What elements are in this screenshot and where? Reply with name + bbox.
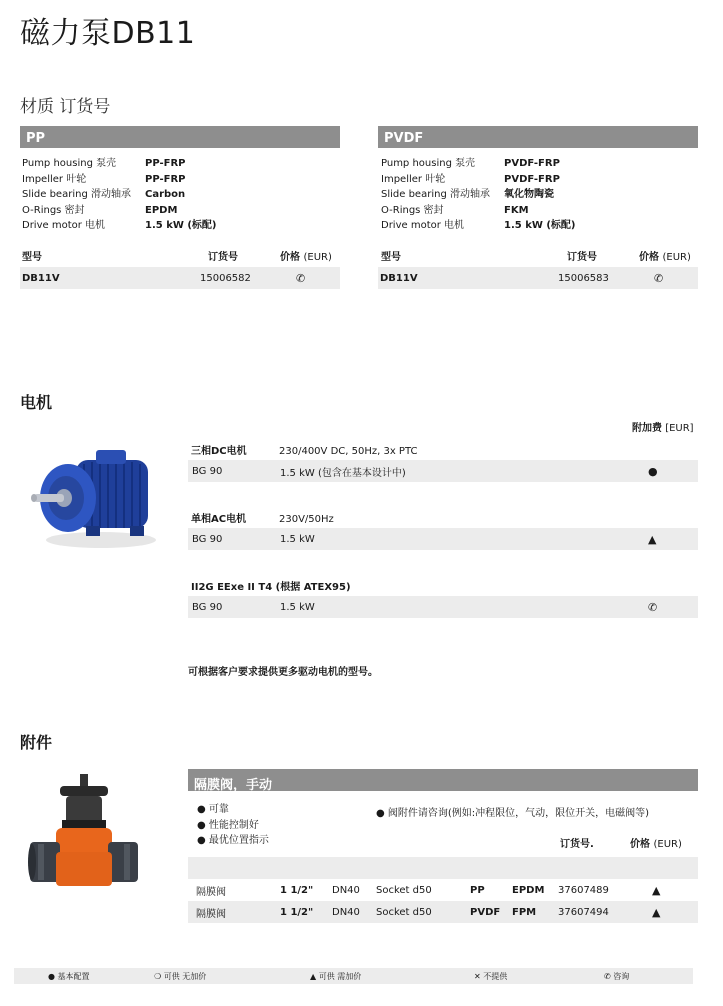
page-subtitle: 材质 订货号: [20, 97, 111, 117]
triangle-icon: ▲: [652, 883, 661, 897]
motor-group-spec: 230/400V DC, 50Hz, 3x PTC: [279, 446, 418, 457]
pp-header-bar: PP: [20, 126, 340, 148]
valve-table-header: [560, 832, 682, 852]
col-order: 订货号: [208, 251, 238, 263]
pvdf-header-bar: PVDF: [378, 126, 698, 148]
spec-label: Pump housing 泵壳: [381, 158, 476, 169]
motor-note: 可根据客户要求提供更多驱动电机的型号。: [188, 667, 378, 678]
col-price: 价格 (EUR): [630, 838, 682, 850]
spec-value: Carbon: [145, 189, 186, 200]
motor-group-three-phase: [191, 442, 417, 457]
surcharge-label: 附加费 [EUR]: [632, 423, 694, 434]
pvdf-spec-row: [381, 172, 701, 188]
pvdf-table-row: [378, 267, 698, 289]
spec-label: Pump housing 泵壳: [22, 158, 117, 169]
spec-value: 氧化物陶瓷: [504, 189, 554, 200]
accessories-heading: 附件: [20, 733, 53, 752]
pp-spec-row: [22, 187, 342, 203]
pvdf-spec-row: [381, 218, 701, 234]
spec-value: EPDM: [145, 204, 178, 216]
order-cell: 15006583: [558, 272, 609, 284]
spec-value: PP-FRP: [145, 158, 186, 169]
triangle-icon: ▲: [648, 532, 657, 546]
motor-heading: 电机: [20, 393, 53, 412]
pp-spec-row: [22, 218, 342, 234]
pp-spec-row: [22, 156, 342, 172]
valve-seal: EPDM: [512, 884, 545, 896]
phone-icon: ✆: [296, 271, 306, 285]
legend-item: ● 基本配置: [48, 971, 90, 981]
motor-group-title: 单相AC电机: [191, 514, 247, 525]
valve-material: PP: [470, 884, 485, 896]
pp-table-header: [22, 245, 340, 265]
spec-label: Impeller 叶轮: [22, 173, 87, 185]
spec-value: 1.5 kW (标配): [504, 220, 576, 231]
spec-value: FKM: [504, 204, 529, 216]
motor-image: [26, 440, 156, 552]
motor-power: 1.5 kW: [280, 601, 315, 613]
spec-value: 1.5 kW (标配): [145, 220, 217, 231]
feature-item: ● 性能控制好: [197, 819, 259, 831]
motor-size: BG 90: [192, 465, 223, 477]
feature-item: ● 可靠: [197, 804, 229, 815]
legend-item: ▲ 可供 需加价: [310, 971, 362, 981]
motor-row: [188, 596, 698, 618]
legend-item: ✆ 咨询: [604, 971, 630, 981]
valve-material: PVDF: [470, 906, 501, 918]
valve-order: 37607489: [558, 884, 609, 896]
model-cell: DB11V: [22, 272, 60, 284]
spec-label: O-Rings 密封: [381, 204, 444, 216]
spec-label: Drive motor 电机: [22, 220, 106, 231]
motor-row: [188, 460, 698, 482]
diaphragm-valve-image: [26, 772, 162, 902]
col-model: 型号: [22, 251, 42, 263]
col-price: 价格 (EUR): [639, 251, 691, 263]
spec-label: Drive motor 电机: [381, 220, 465, 231]
motor-size: BG 90: [192, 601, 223, 613]
valve-connection: Socket d50: [376, 906, 432, 918]
valve-size: 1 1/2": [280, 906, 314, 918]
phone-icon: ✆: [604, 971, 611, 981]
pvdf-spec-row: [381, 187, 701, 203]
motor-group-title: II2G EExe II T4 (根据 ATEX95): [191, 582, 351, 593]
motor-group-single-phase: [191, 510, 334, 525]
motor-group-atex: [191, 578, 351, 593]
pvdf-spec-row: [381, 203, 701, 219]
legend-item: ❍ 可供 无加价: [154, 971, 207, 981]
pp-spec-row: [22, 172, 342, 188]
open-circle-icon: ❍: [154, 971, 162, 981]
pp-spec-list: [22, 156, 342, 234]
valve-order: 37607494: [558, 906, 609, 918]
legend-item: ✕ 不提供: [474, 971, 508, 981]
col-model: 型号: [381, 251, 401, 263]
spec-value: PVDF-FRP: [504, 173, 560, 185]
legend-bar: [14, 968, 693, 984]
col-order: 订货号: [567, 251, 597, 263]
spec-value: PP-FRP: [145, 173, 186, 185]
spec-value: PVDF-FRP: [504, 158, 560, 169]
valve-row: [188, 901, 698, 923]
spec-label: Slide bearing 滑动轴承: [381, 189, 490, 200]
valve-row: [188, 879, 698, 901]
spec-label: Impeller 叶轮: [381, 173, 446, 185]
col-price: 价格 (EUR): [280, 251, 332, 263]
valve-table-spacer: [188, 857, 698, 879]
pp-spec-row: [22, 203, 342, 219]
motor-power: 1.5 kW: [280, 533, 315, 545]
motor-row: [188, 528, 698, 550]
cross-icon: ✕: [474, 971, 481, 981]
filled-circle-icon: ●: [48, 971, 55, 981]
pp-table-row: [20, 267, 340, 289]
valve-size: 1 1/2": [280, 884, 314, 896]
spec-label: O-Rings 密封: [22, 204, 85, 216]
col-order: 订货号.: [560, 838, 594, 850]
motor-group-title: 三相DC电机: [191, 446, 247, 457]
phone-icon: ✆: [648, 600, 658, 614]
model-cell: DB11V: [380, 272, 418, 284]
page-title: 磁力泵DB11: [20, 16, 196, 51]
valve-name: 隔膜阀: [196, 886, 226, 898]
triangle-icon: ▲: [652, 905, 661, 919]
valve-connection: Socket d50: [376, 884, 432, 896]
valve-dn: DN40: [332, 906, 360, 918]
motor-power: 1.5 kW (包含在基本设计中): [280, 467, 406, 479]
pvdf-spec-list: [381, 156, 701, 234]
diaphragm-valve-bar: 隔膜阀，手动: [188, 769, 698, 791]
valve-seal: FPM: [512, 906, 537, 918]
motor-group-spec: 230V/50Hz: [279, 514, 334, 525]
valve-feature-list: [197, 802, 269, 849]
pvdf-table-header: [381, 245, 698, 265]
phone-icon: ✆: [654, 271, 664, 285]
valve-dn: DN40: [332, 884, 360, 896]
motor-size: BG 90: [192, 533, 223, 545]
order-cell: 15006582: [200, 272, 251, 284]
feature-item: ● 最优位置指示: [197, 835, 269, 846]
pvdf-spec-row: [381, 156, 701, 172]
valve-name: 隔膜阀: [196, 908, 226, 920]
spec-label: Slide bearing 滑动轴承: [22, 189, 131, 200]
filled-circle-icon: ●: [648, 464, 658, 478]
triangle-icon: ▲: [310, 971, 317, 981]
valve-accessory-note: ● 阀附件请咨询(例如:冲程限位，气动，限位开关，电磁阀等): [376, 808, 650, 819]
